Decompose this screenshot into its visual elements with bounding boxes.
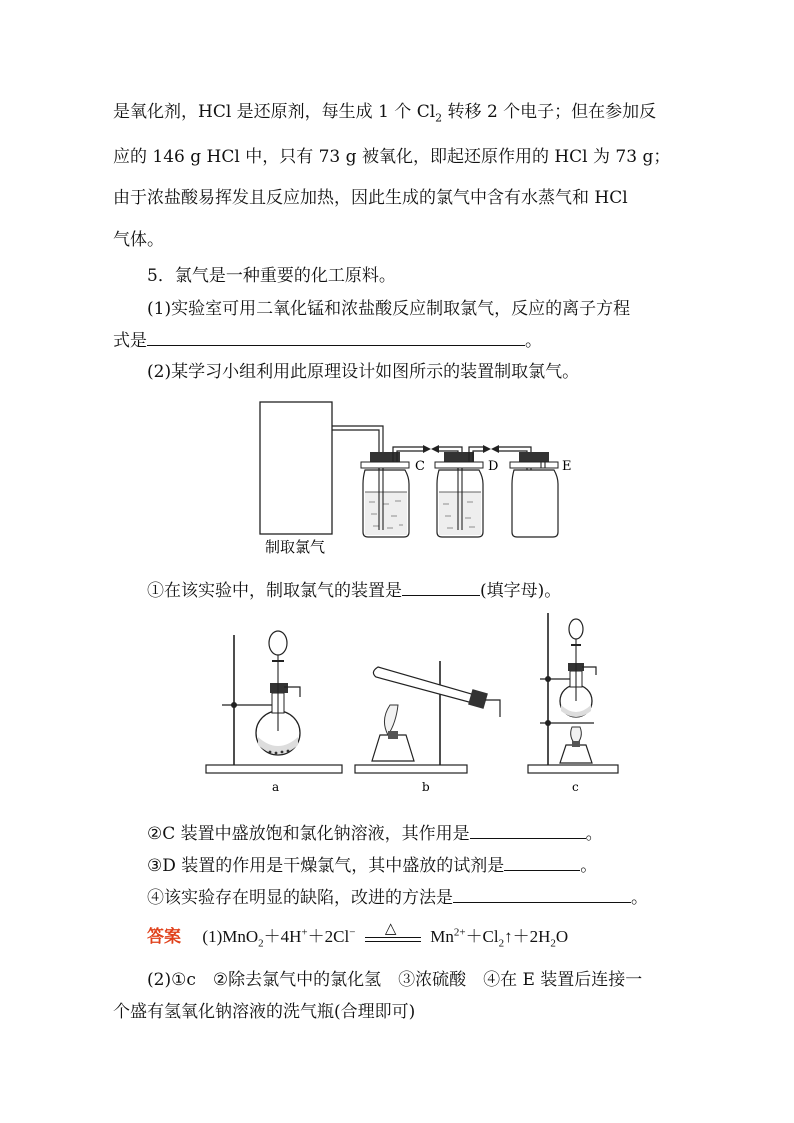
bottle-c	[361, 447, 423, 537]
question-q3	[147, 852, 597, 878]
bottle-d	[435, 447, 483, 537]
heat-triangle-icon: △	[384, 918, 397, 937]
label-b: b	[422, 780, 430, 794]
text: (填字母)。	[480, 581, 562, 601]
generator-label: 制取氯气	[265, 538, 326, 556]
text: 。	[585, 824, 603, 844]
label-c-option: c	[572, 780, 579, 794]
equation-left	[202, 926, 356, 950]
label-c: C	[415, 459, 425, 474]
text: ＋4H	[263, 927, 302, 946]
question-part1-line2	[113, 327, 542, 353]
superscript: −	[349, 926, 356, 939]
answer-blank-1[interactable]	[147, 327, 525, 346]
generator-box	[260, 402, 332, 534]
question-part1-line1: (1)实验室可用二氧化锰和浓盐酸反应制取氯气，反应的离子方程	[147, 299, 631, 319]
text: ④该实验存在明显的缺陷，改进的方法是	[147, 888, 453, 908]
question-q2	[147, 820, 603, 846]
label-a: a	[272, 780, 280, 794]
answer-blank-q1[interactable]	[402, 577, 480, 596]
text: 转移 2 个电子；但在参加反	[442, 102, 657, 122]
subscript: 2	[258, 937, 264, 950]
reaction-arrow	[365, 918, 421, 948]
text: (1)MnO	[202, 927, 259, 946]
apparatus-c	[528, 613, 618, 773]
answer-part2-line2: 个盛有氢氧化钠溶液的洗气瓶(合理即可)	[113, 1002, 416, 1022]
text: ③D 装置的作用是干燥氯气，其中盛放的试剂是	[147, 856, 505, 876]
subscript: 2	[498, 937, 505, 950]
superscript: +	[301, 926, 308, 939]
text: ↑＋2H	[504, 927, 551, 946]
intro-line-3: 由于浓盐酸易挥发且反应加热，因此生成的氯气中含有水蒸气和 HCl	[113, 188, 628, 208]
label-d: D	[488, 459, 499, 474]
equation-right	[430, 926, 569, 950]
text: ＋Cl	[465, 927, 499, 946]
text: 。	[631, 888, 648, 908]
apparatus-a	[206, 631, 342, 773]
text: ①在该实验中，制取氯气的装置是	[147, 581, 402, 601]
answer-equation	[147, 918, 569, 950]
text: 。	[580, 856, 598, 876]
answer-label: 答案	[147, 927, 181, 947]
text: 式是	[113, 331, 147, 351]
answer-blank-q3[interactable]	[504, 852, 580, 871]
apparatus-b	[355, 661, 500, 773]
question-q1	[147, 577, 561, 603]
text: ②C 装置中盛放饱和氯化钠溶液，其作用是	[147, 824, 470, 844]
intro-line-1	[113, 100, 656, 124]
question-title: 5．氯气是一种重要的化工原料。	[147, 266, 396, 286]
text: Mn	[430, 927, 454, 946]
subscript: 2	[435, 111, 443, 125]
question-q4	[147, 884, 648, 910]
text: 。	[525, 331, 542, 351]
apparatus-figure	[255, 392, 585, 562]
text: 是氧化剂，HCl 是还原剂，每生成 1 个 Cl	[113, 102, 436, 122]
answer-blank-q2[interactable]	[470, 820, 586, 839]
bottle-e	[510, 452, 558, 537]
answer-part2-line1: (2)①c ②除去氯气中的氯化氢 ③浓硫酸 ④在 E 装置后连接一	[147, 970, 643, 990]
generator-options-figure	[200, 605, 630, 805]
label-e: E	[562, 459, 572, 474]
text: ＋2Cl	[307, 927, 350, 946]
intro-line-2: 应的 146 g HCl 中，只有 73 g 被氧化，即起还原作用的 HCl 为 73 g；	[113, 147, 671, 167]
subscript: 2	[550, 937, 556, 950]
question-part2: (2)某学习小组利用此原理设计如图所示的装置制取氯气。	[147, 362, 580, 382]
intro-line-4: 气体。	[113, 230, 164, 250]
text: O	[555, 927, 569, 946]
answer-blank-q4[interactable]	[453, 884, 631, 903]
superscript: 2+	[453, 926, 466, 939]
